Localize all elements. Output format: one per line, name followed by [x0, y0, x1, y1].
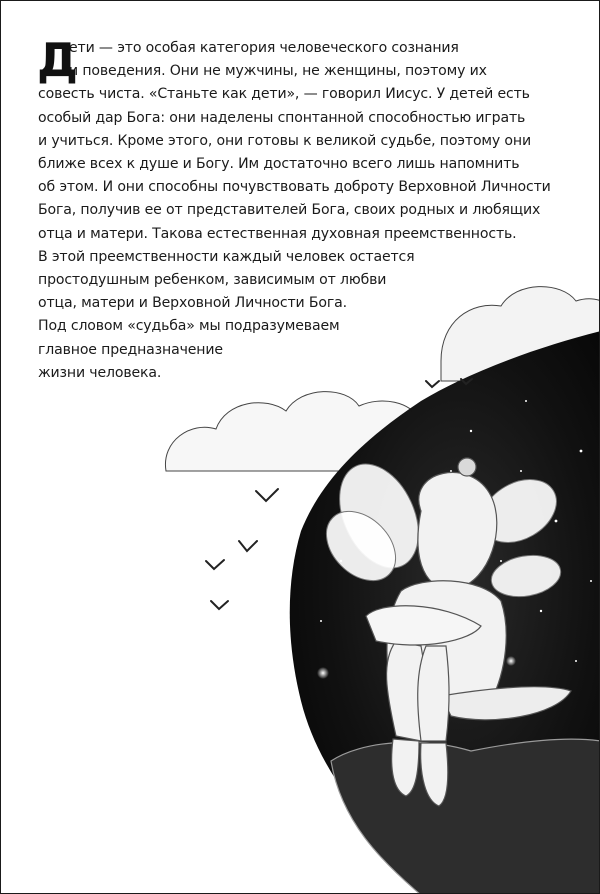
- text-line-2: и поведения. Они не мужчины, не женщины, поэтому их: [69, 63, 487, 80]
- text-line-13: Под словом «судьба» мы подразумеваем: [38, 318, 340, 335]
- text-line-10: В этой преемственности каждый человек остается: [38, 248, 415, 265]
- article-text: [37, 33, 568, 385]
- text-line-15: жизни человека.: [38, 364, 162, 381]
- text-line-11: простодушным ребенком, зависимым от любви: [38, 272, 387, 289]
- text-line-14: главное предназначение: [38, 341, 223, 358]
- text-line-1: ети — это особая категория человеческого сознания: [69, 40, 459, 56]
- text-line-7: об этом. И они способны почувствовать доброту Верховной Личности: [38, 179, 551, 196]
- text-line-9: отца и матери. Такова естественная духовная преемственность.: [38, 225, 517, 242]
- text-line-5: и учиться. Кроме этого, они готовы к великой судьбе, поэтому они: [38, 132, 531, 149]
- text-line-6: ближе всех к душе и Богу. Им достаточно всего лишь напомнить: [38, 156, 520, 173]
- text-line-3: совесть чиста. «Станьте как дети», — говорил Иисус. У детей есть: [38, 86, 530, 103]
- text-line-4: особый дар Бога: они наделены спонтанной способностью играть: [38, 109, 526, 126]
- giant-hand: [331, 739, 600, 894]
- drop-cap-letter: Д: [37, 33, 78, 87]
- text-line-12: отца, матери и Верховной Личности Бога.: [38, 295, 347, 312]
- text-line-8: Бога, получив ее от представителей Бога, своих родных и любящих: [38, 202, 541, 219]
